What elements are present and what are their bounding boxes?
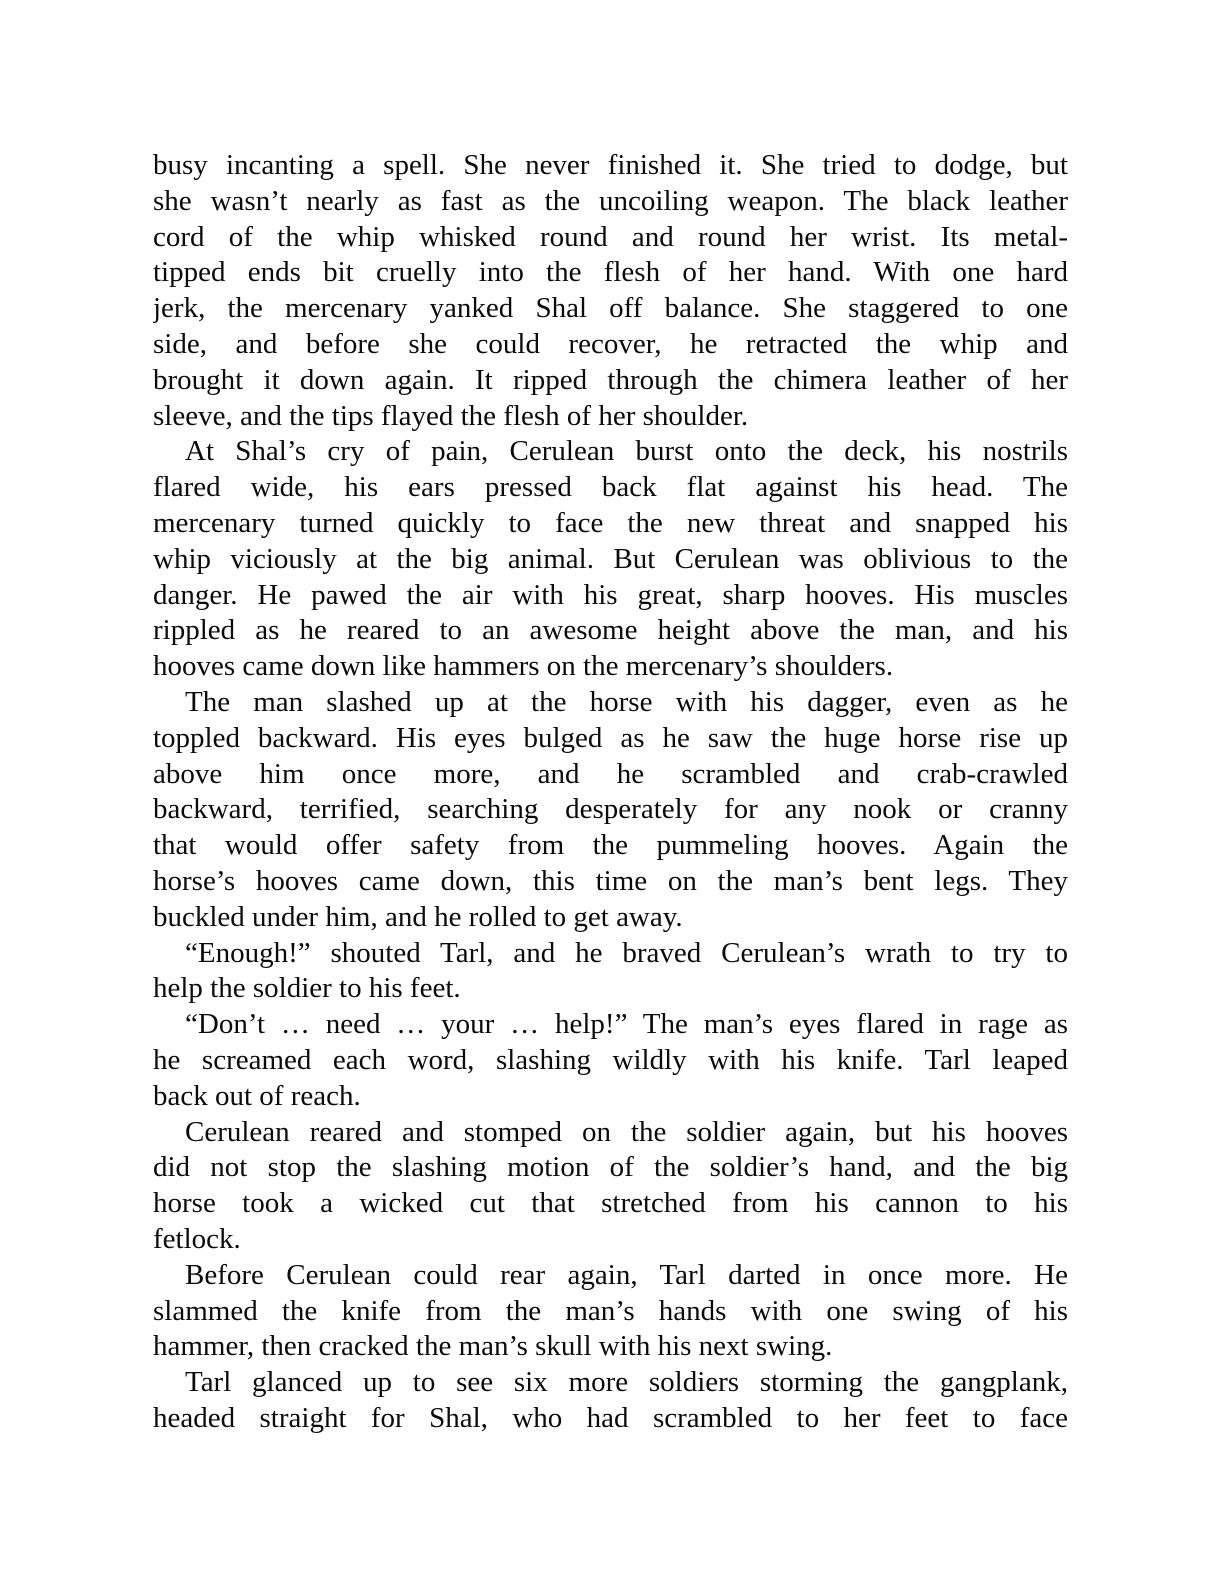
text-line: she wasn’t nearly as fast as the uncoiling weapon. The black leather [153,184,1068,217]
text-line: brought it down again. It ripped through the chimera leather of her [153,363,1068,396]
text-line: above him once more, and he scrambled and crab-crawled [153,757,1068,790]
text-line: tipped ends bit cruelly into the flesh of her hand. With one hard [153,256,1068,289]
text-line: The man slashed up at the horse with his dagger, even as he [185,685,1068,718]
text-line: buckled under him, and he rolled to get away. [153,900,683,933]
text-line: Cerulean reared and stomped on the soldier again, but his hooves [185,1115,1068,1148]
text-line: he screamed each word, slashing wildly with his knife. Tarl leaped [153,1043,1068,1076]
text-line: help the soldier to his feet. [153,972,461,1005]
text-line: “Don’t … need … your … help!” The man’s eyes flared in rage as [185,1008,1068,1041]
text-line: horse’s hooves came down, this time on the man’s bent legs. They [153,864,1068,897]
text-line: fetlock. [153,1222,241,1255]
text-line: busy incanting a spell. She never finished it. She tried to dodge, but [153,149,1068,181]
paragraph [153,148,1068,434]
text-line: “Enough!” shouted Tarl, and he braved Cerulean’s wrath to try to [185,936,1068,969]
text-line: hooves came down like hammers on the mercenary’s shoulders. [153,650,894,683]
text-line: slammed the knife from the man’s hands with one swing of his [153,1294,1068,1327]
paragraph [153,685,1068,936]
text-line: backward, terrified, searching desperately for any nook or cranny [153,793,1068,826]
text-line: rippled as he reared to an awesome height above the man, and his [153,614,1068,647]
text-line: headed straight for Shal, who had scrambled to her feet to face [153,1401,1068,1434]
text-line: did not stop the slashing motion of the soldier’s hand, and the big [153,1151,1068,1184]
paragraph [153,1007,1068,1114]
text-line: cord of the whip whisked round and round her wrist. Its metal- [153,220,1068,253]
text-line: flared wide, his ears pressed back flat against his head. The [153,471,1068,504]
text-column [153,148,1068,1437]
text-line: toppled backward. His eyes bulged as he saw the huge horse rise up [153,721,1068,754]
text-line: back out of reach. [153,1079,361,1112]
text-line: sleeve, and the tips flayed the flesh of her shoulder. [153,399,749,432]
text-line: side, and before she could recover, he retracted the whip and [153,327,1068,360]
text-line: hammer, then cracked the man’s skull with his next swing. [153,1330,833,1363]
paragraph [153,1115,1068,1258]
text-line: that would offer safety from the pummeling hooves. Again the [153,829,1068,862]
paragraph [153,1258,1068,1365]
text-line: At Shal’s cry of pain, Cerulean burst onto the deck, his nostrils [185,435,1068,468]
paragraph [153,1365,1068,1437]
text-line: mercenary turned quickly to face the new threat and snapped his [153,506,1068,539]
text-line: whip viciously at the big animal. But Cerulean was oblivious to the [153,542,1068,575]
text-line: Tarl glanced up to see six more soldiers storming the gangplank, [185,1366,1068,1399]
text-line: jerk, the mercenary yanked Shal off balance. She staggered to one [153,292,1068,325]
paragraph [153,936,1068,1008]
paragraph [153,434,1068,685]
text-line: Before Cerulean could rear again, Tarl darted in once more. He [185,1258,1068,1291]
text-line: horse took a wicked cut that stretched from his cannon to his [153,1187,1068,1220]
text-line: danger. He pawed the air with his great, sharp hooves. His muscles [153,578,1068,611]
